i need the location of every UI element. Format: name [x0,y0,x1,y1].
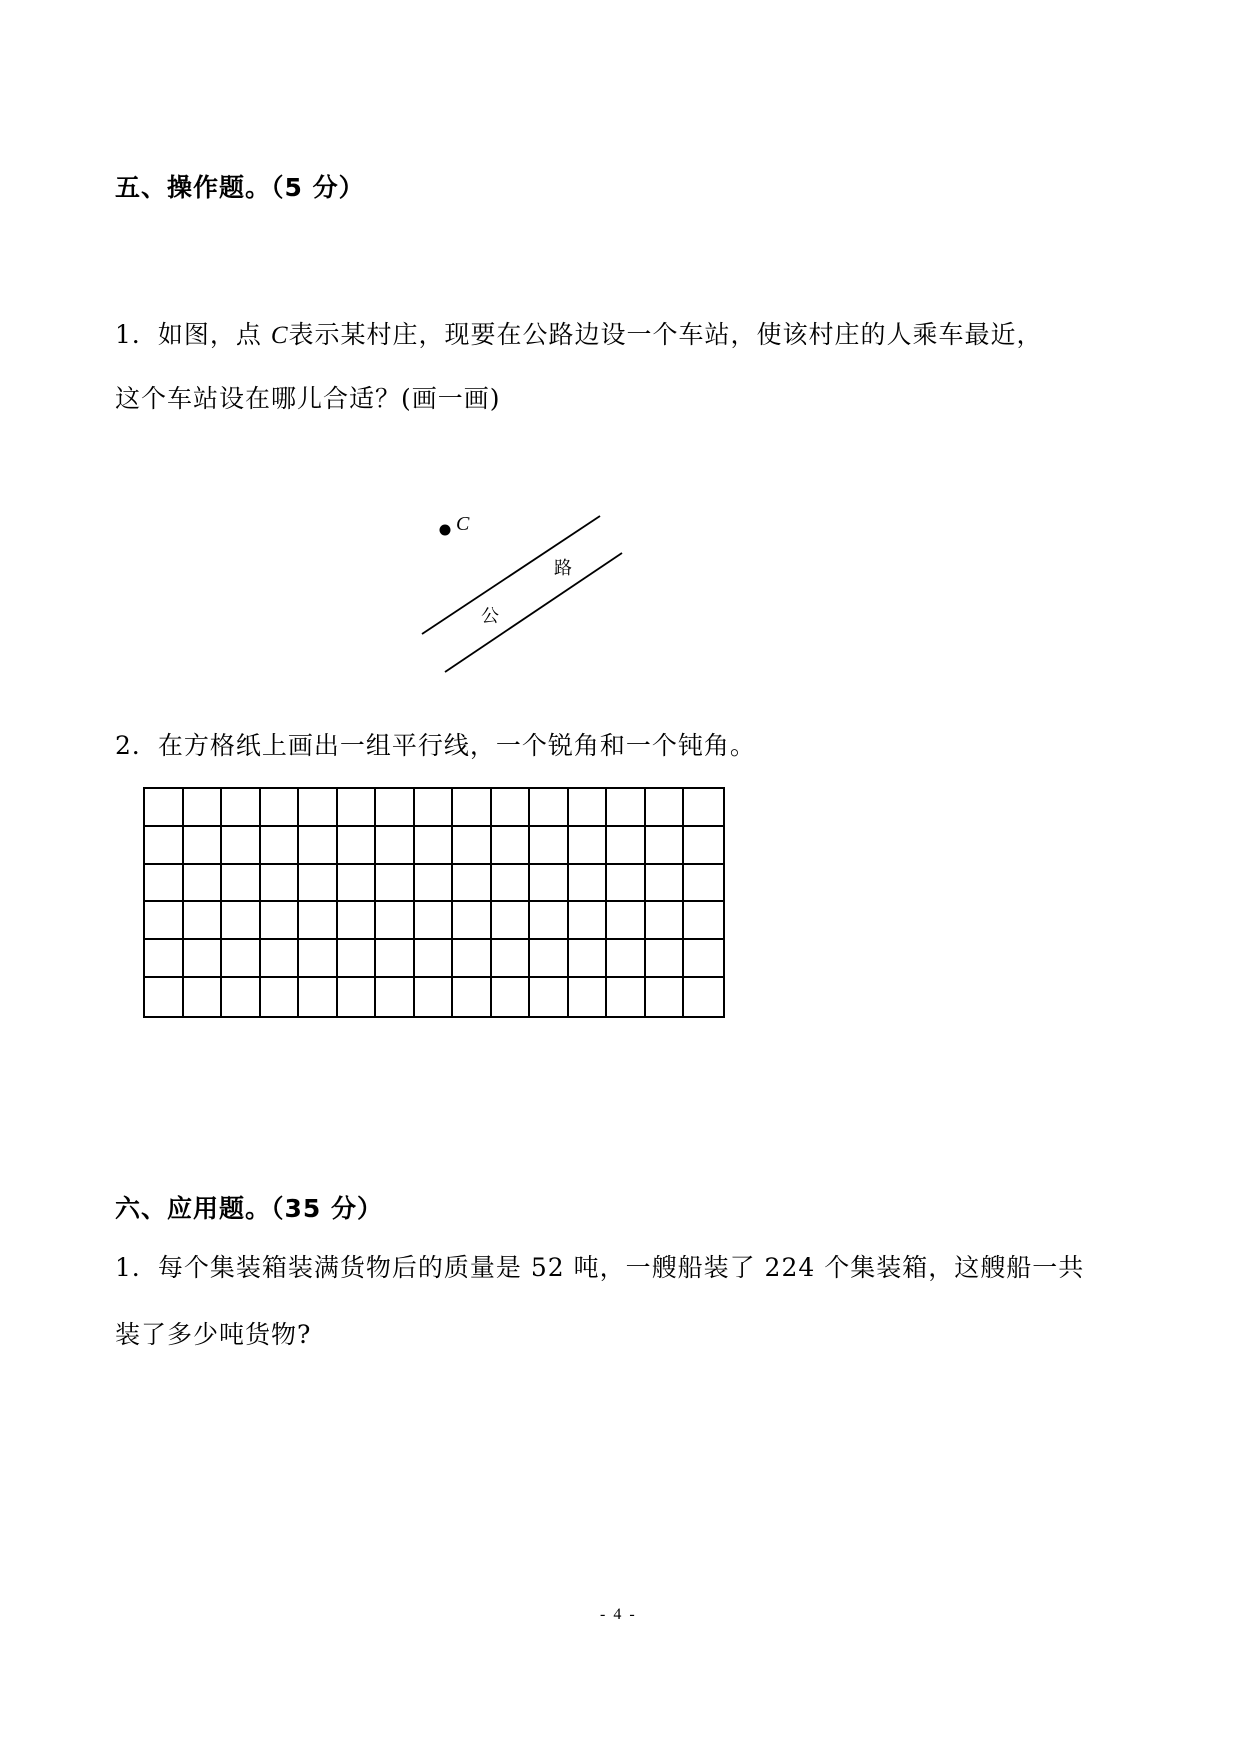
road-label-gong: 公 [481,606,499,627]
grid-cell[interactable] [607,902,646,940]
grid-cell[interactable] [492,902,531,940]
grid-cell[interactable] [299,902,338,940]
grid-cell[interactable] [492,789,531,827]
point-c-label: C [456,513,470,535]
grid-cell[interactable] [299,940,338,978]
grid-cell[interactable] [684,789,723,827]
grid-cell[interactable] [184,827,223,865]
grid-cell[interactable] [530,827,569,865]
grid-cell[interactable] [684,940,723,978]
grid-cell[interactable] [415,865,454,903]
grid-cell[interactable] [607,865,646,903]
grid-cell[interactable] [376,940,415,978]
grid-cell[interactable] [338,827,377,865]
grid-cell[interactable] [338,978,377,1016]
grid-cell[interactable] [569,902,608,940]
grid-cell[interactable] [184,902,223,940]
grid-cell[interactable] [338,865,377,903]
grid-cell[interactable] [145,865,184,903]
grid-cell[interactable] [453,902,492,940]
grid-cell[interactable] [338,940,377,978]
application-question-1-line-2: 装了多少吨货物? [115,1320,312,1349]
grid-cell[interactable] [530,940,569,978]
section-6-heading: 六、应用题。（35 分） [115,1194,383,1223]
road-diagram [400,500,650,690]
grid-cell[interactable] [145,902,184,940]
grid-cell[interactable] [145,827,184,865]
grid-cell[interactable] [684,865,723,903]
grid-cell[interactable] [607,827,646,865]
grid-cell[interactable] [415,902,454,940]
grid-cell[interactable] [184,978,223,1016]
grid-cell[interactable] [569,978,608,1016]
grid-cell[interactable] [222,902,261,940]
grid-cell[interactable] [222,940,261,978]
grid-cell[interactable] [569,827,608,865]
section-5-heading: 五、操作题。（5 分） [115,173,365,202]
grid-cell[interactable] [569,865,608,903]
grid-cell[interactable] [684,827,723,865]
grid-cell[interactable] [492,827,531,865]
grid-cell[interactable] [569,789,608,827]
grid-cell[interactable] [376,902,415,940]
grid-cell[interactable] [453,865,492,903]
question-1-suffix: 表示某村庄，现要在公路边设一个车站，使该村庄的人乘车最近， [288,320,1043,349]
grid-cell[interactable] [261,789,300,827]
grid-cell[interactable] [299,789,338,827]
grid-cell[interactable] [299,865,338,903]
grid-cell[interactable] [184,940,223,978]
grid-cell[interactable] [145,789,184,827]
grid-cell[interactable] [530,865,569,903]
grid-cell[interactable] [646,865,685,903]
grid-cell[interactable] [492,978,531,1016]
grid-cell[interactable] [646,902,685,940]
grid-cell[interactable] [261,978,300,1016]
grid-cell[interactable] [145,978,184,1016]
grid-cell[interactable] [646,978,685,1016]
question-1-line-2: 这个车站设在哪儿合适？(画一画) [115,384,501,413]
road-diagram-svg [400,500,650,690]
grid-cell[interactable] [453,789,492,827]
grid-cell[interactable] [261,940,300,978]
grid-cell[interactable] [569,940,608,978]
grid-cell[interactable] [261,827,300,865]
grid-cell[interactable] [415,940,454,978]
variable-c: C [270,322,289,349]
grid-cell[interactable] [222,827,261,865]
grid-cell[interactable] [184,865,223,903]
road-edge-bottom [445,553,622,672]
grid-cell[interactable] [376,865,415,903]
grid-cell[interactable] [646,789,685,827]
grid-cell[interactable] [299,827,338,865]
question-1-line-1 [115,322,1043,348]
grid-cell[interactable] [415,978,454,1016]
grid-cell[interactable] [684,978,723,1016]
grid-cell[interactable] [530,789,569,827]
grid-cell[interactable] [530,978,569,1016]
grid-cell[interactable] [376,978,415,1016]
grid-cell[interactable] [453,940,492,978]
grid-cell[interactable] [261,902,300,940]
page-number: - 4 - [600,1606,637,1623]
grid-cell[interactable] [492,865,531,903]
grid-cell[interactable] [453,827,492,865]
grid-cell[interactable] [607,789,646,827]
grid-cell[interactable] [222,978,261,1016]
grid-cell[interactable] [338,902,377,940]
grid-cell[interactable] [492,940,531,978]
question-2: 2．在方格纸上画出一组平行线，一个锐角和一个钝角。 [115,731,756,760]
grid-cell[interactable] [222,865,261,903]
grid-cell[interactable] [415,789,454,827]
grid-paper[interactable] [143,787,725,1018]
grid-cell[interactable] [607,978,646,1016]
road-label-lu: 路 [554,558,572,579]
grid-cell[interactable] [299,978,338,1016]
village-point [440,525,451,536]
grid-cell[interactable] [338,789,377,827]
grid-cell[interactable] [530,902,569,940]
grid-cell[interactable] [376,827,415,865]
grid-cell[interactable] [646,827,685,865]
grid-cell[interactable] [184,789,223,827]
question-1-prefix: 1．如图，点 [115,320,271,349]
grid-cell[interactable] [607,940,646,978]
grid-cell[interactable] [453,978,492,1016]
grid-cell[interactable] [415,827,454,865]
application-question-1-line-1: 1．每个集装箱装满货物后的质量是 52 吨，一艘船装了 224 个集装箱，这艘船一共 [115,1253,1085,1282]
grid-cell[interactable] [145,940,184,978]
grid-cell[interactable] [222,789,261,827]
grid-cell[interactable] [376,789,415,827]
grid-cell[interactable] [684,902,723,940]
grid-cell[interactable] [646,940,685,978]
grid-cell[interactable] [261,865,300,903]
